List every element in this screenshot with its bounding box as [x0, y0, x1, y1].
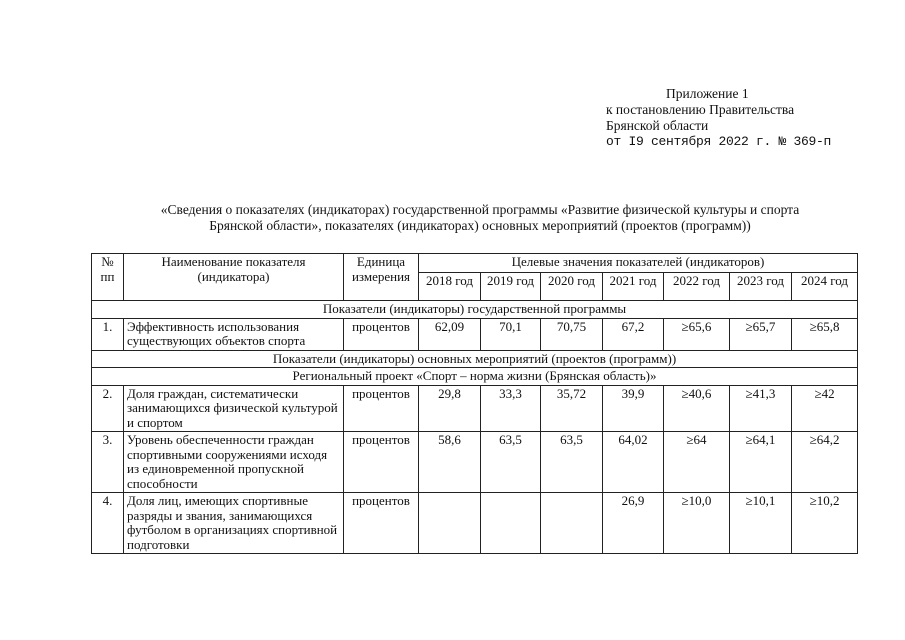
row-indicator-name: Доля лиц, имеющих спортивные разряды и звания, занимающихся футболом в организациях спортивной подготовки — [124, 493, 344, 554]
row-value: 67,2 — [603, 318, 664, 350]
row-value: 63,5 — [541, 432, 603, 493]
header-year: 2022 год — [664, 273, 730, 301]
row-unit: процентов — [344, 318, 419, 350]
table-row — [92, 493, 858, 554]
row-number: 2. — [92, 385, 124, 432]
row-value: ≥64,1 — [730, 432, 792, 493]
row-value: 70,75 — [541, 318, 603, 350]
row-value: ≥65,8 — [792, 318, 858, 350]
row-number: 1. — [92, 318, 124, 350]
row-value: 35,72 — [541, 385, 603, 432]
row-value: ≥65,7 — [730, 318, 792, 350]
header-number: № пп — [92, 254, 124, 301]
row-value: ≥64 — [664, 432, 730, 493]
row-value — [481, 493, 541, 554]
row-value: 62,09 — [419, 318, 481, 350]
document-title-line-2: Брянской области», показателях (индикаторах) основных мероприятий (проектов (программ)) — [209, 218, 751, 233]
header-year: 2018 год — [419, 273, 481, 301]
appendix-date-number: от I9 сентября 2022 г. № 369-п — [606, 134, 832, 149]
row-indicator-name: Доля граждан, систематически занимающихся физической культурой и спортом — [124, 385, 344, 432]
row-unit: процентов — [344, 493, 419, 554]
row-unit: процентов — [344, 385, 419, 432]
appendix-block — [606, 86, 831, 150]
row-value: ≥40,6 — [664, 385, 730, 432]
section-state-program: Показатели (индикаторы) государственной программы — [92, 301, 858, 319]
section-main-activities: Показатели (индикаторы) основных мероприятий (проектов (программ)) — [92, 350, 858, 368]
appendix-line-2: Брянской области — [606, 118, 709, 133]
document-title-line-1: «Сведения о показателях (индикаторах) государственной программы «Развитие физической культуры и спорта — [160, 202, 800, 217]
row-value: ≥10,2 — [792, 493, 858, 554]
indicators-table — [91, 253, 858, 554]
row-value: ≥64,2 — [792, 432, 858, 493]
row-value: ≥10,1 — [730, 493, 792, 554]
table-row — [92, 318, 858, 350]
header-year: 2019 год — [481, 273, 541, 301]
document-title — [100, 202, 860, 234]
row-value: 63,5 — [481, 432, 541, 493]
row-value: 58,6 — [419, 432, 481, 493]
header-year: 2024 год — [792, 273, 858, 301]
row-value: ≥42 — [792, 385, 858, 432]
appendix-line-1: к постановлению Правительства — [606, 102, 795, 117]
row-value: 26,9 — [603, 493, 664, 554]
row-value: ≥65,6 — [664, 318, 730, 350]
row-value: 64,02 — [603, 432, 664, 493]
header-year: 2023 год — [730, 273, 792, 301]
header-unit: Единица измерения — [344, 254, 419, 301]
row-value: ≥10,0 — [664, 493, 730, 554]
row-value — [419, 493, 481, 554]
row-value: 70,1 — [481, 318, 541, 350]
header-year: 2021 год — [603, 273, 664, 301]
header-year: 2020 год — [541, 273, 603, 301]
table-row — [92, 432, 858, 493]
row-number: 3. — [92, 432, 124, 493]
row-value — [541, 493, 603, 554]
table-row — [92, 385, 858, 432]
row-number: 4. — [92, 493, 124, 554]
section-regional-project: Региональный проект «Спорт – норма жизни (Брянская область)» — [92, 368, 858, 386]
row-value: 33,3 — [481, 385, 541, 432]
row-unit: процентов — [344, 432, 419, 493]
row-indicator-name: Эффективность использования существующих объектов спорта — [124, 318, 344, 350]
row-value: ≥41,3 — [730, 385, 792, 432]
row-indicator-name: Уровень обеспеченности граждан спортивными сооружениями исходя из единовременной пропускной способности — [124, 432, 344, 493]
header-target-values: Целевые значения показателей (индикаторов) — [419, 254, 858, 273]
header-indicator-name: Наименование показателя (индикатора) — [124, 254, 344, 301]
row-value: 39,9 — [603, 385, 664, 432]
row-value: 29,8 — [419, 385, 481, 432]
appendix-title: Приложение 1 — [666, 86, 749, 101]
